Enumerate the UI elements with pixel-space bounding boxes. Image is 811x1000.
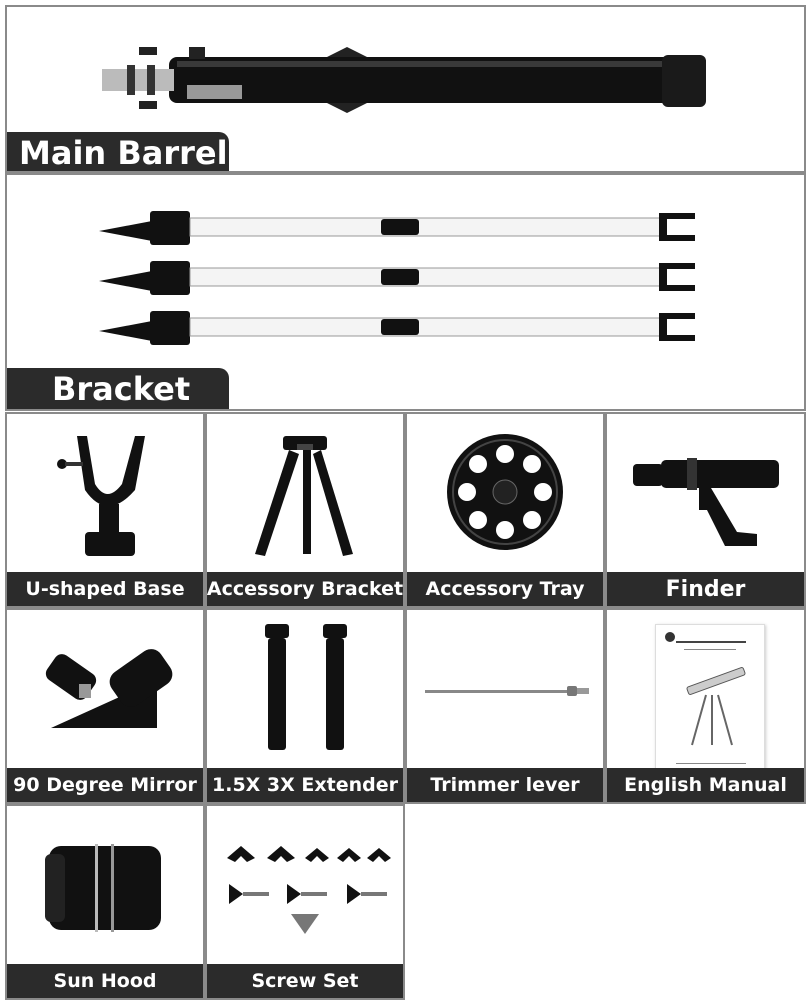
item-trimmer-lever [405,608,605,804]
item-label: Sun Hood [7,964,203,998]
main-barrel-panel [5,5,806,173]
item-finder [605,412,806,608]
item-accessory-tray [405,412,605,608]
item-label: Finder [607,572,804,606]
u-shaped-base-image [7,414,203,574]
item-label: English Manual [607,768,804,802]
item-label: Trimmer lever [407,768,603,802]
item-label: 1.5X 3X Extender [207,768,403,802]
item-screw-set [205,804,405,1000]
item-label: 90 Degree Mirror [7,768,203,802]
accessory-tray-image [407,414,603,574]
item-90-degree-mirror [5,608,205,804]
90-degree-mirror-image [7,610,203,770]
item-extender [205,608,405,804]
item-label: Screw Set [207,964,403,998]
finder-image [607,414,804,574]
item-label: U-shaped Base [7,572,203,606]
extender-image [207,610,403,770]
trimmer-lever-image [407,610,603,770]
screw-set-image [207,806,403,966]
tripod-leg-3 [99,311,695,345]
tripod-leg-2 [99,261,695,295]
manual-illustration [656,625,764,775]
manual-page [655,624,765,776]
item-sun-hood [5,804,205,1000]
main-barrel-label: Main Barrel [7,132,229,173]
item-accessory-bracket [205,412,405,608]
item-label: Accessory Tray [407,572,603,606]
tripod-leg-1 [99,211,695,245]
bracket-label: Bracket [7,368,229,410]
item-u-shaped-base [5,412,205,608]
item-label: Accessory Bracket [207,572,403,606]
bracket-panel [5,173,806,411]
sun-hood-image [7,806,203,966]
item-english-manual [605,608,806,804]
accessory-bracket-image [207,414,403,574]
